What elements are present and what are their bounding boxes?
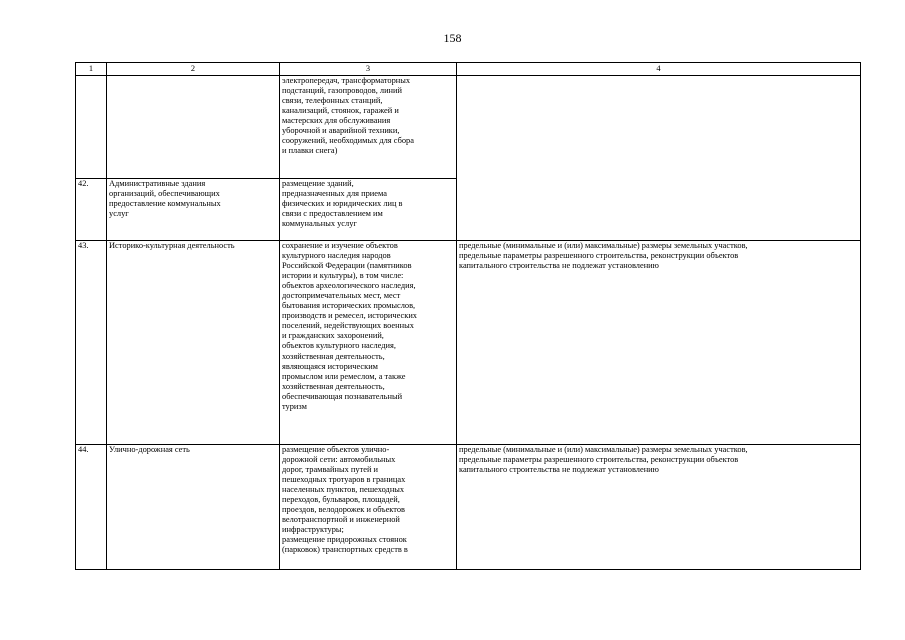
land-use-table <box>75 62 861 570</box>
cell-number: 43. <box>76 241 107 445</box>
cell-number <box>76 76 107 179</box>
cell-name: Улично-дорожная сеть <box>107 445 280 570</box>
cell-name <box>107 76 280 179</box>
cell-params <box>457 179 861 241</box>
cell-name: Историко-культурная деятельность <box>107 241 280 445</box>
cell-number: 42. <box>76 179 107 241</box>
cell-name: Административные здания организаций, обеспечивающих предоставление коммунальных услуг <box>107 179 280 241</box>
cell-params <box>457 76 861 179</box>
table-row-continuation <box>76 76 861 179</box>
column-header-1: 1 <box>76 63 107 76</box>
column-header-4: 4 <box>457 63 861 76</box>
table-row-43 <box>76 241 861 445</box>
cell-number: 44. <box>76 445 107 570</box>
cell-description: размещение объектов улично- дорожной сети: автомобильных дорог, трамвайных путей и пешеходных тротуаров в границах населенных пунктов, пешеходных переходов, бульваров, площадей, проездов, велодорожек и объектов велотранспортной и инженерной инфраструктуры; размещение придорожных стоянок (парковок) транспортных средств в <box>280 445 457 570</box>
column-header-3: 3 <box>280 63 457 76</box>
cell-description: размещение зданий, предназначенных для приема физических и юридических лиц в связи с предоставлением им коммунальных услуг <box>280 179 457 241</box>
page-number: 158 <box>443 31 462 45</box>
cell-params: предельные (минимальные и (или) максимальные) размеры земельных участков, предельные параметры разрешенного строительства, реконструкции объектов капитального строительства не подлежат установлению <box>457 445 861 570</box>
column-header-2: 2 <box>107 63 280 76</box>
cell-description: электропередач, трансформаторных подстанций, газопроводов, линий связи, телефонных станций, канализаций, стоянок, гаражей и мастерских для обслуживания уборочной и аварийной техники, сооружений, необходимых для сбора и плавки снега) <box>280 76 457 179</box>
cell-description: сохранение и изучение объектов культурного наследия народов Российской Федерации (памятников истории и культуры), в том числе: объектов археологического наследия, достопримечательных мест, мест бытования исторических промыслов, производств и ремесел, исторических поселений, недействующих военных и гражданских захоронений, объектов культурного наследия, хозяйственная деятельность, являющаяся историческим промыслом или ремеслом, а также хозяйственная деятельность, обеспечивающая познавательный туризм <box>280 241 457 445</box>
table-header-row <box>76 63 861 76</box>
cell-params: предельные (минимальные и (или) максимальные) размеры земельных участков, предельные параметры разрешенного строительства, реконструкции объектов капитального строительства не подлежат установлению <box>457 241 861 445</box>
table-row-44 <box>76 445 861 570</box>
table-row-42 <box>76 179 861 241</box>
